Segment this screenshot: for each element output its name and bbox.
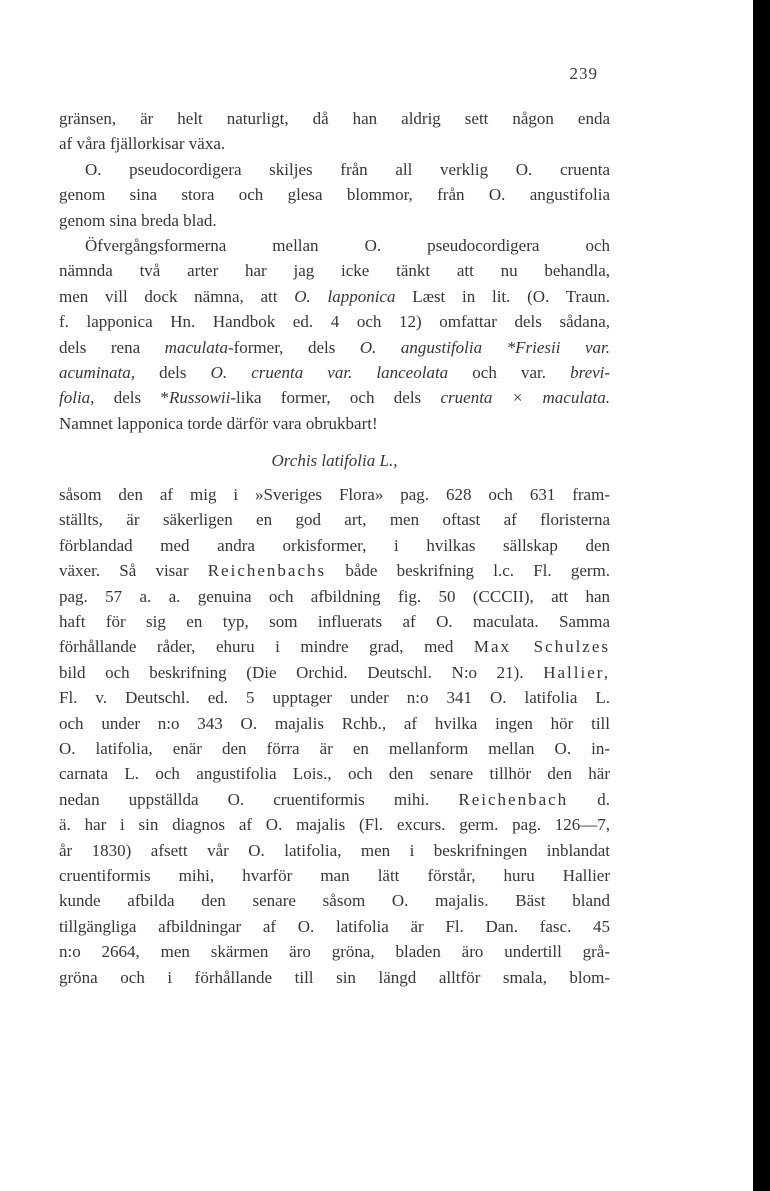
text-line: år 1830) afsett vår O. latifolia, men i beskrifningen inblandat [59,840,610,860]
text-line: folia, dels *Russowii-lika former, och dels cruenta × maculata. [59,388,610,408]
text-line: n:o 2664, men skärmen äro gröna, bladen äro undertill grå- [59,942,610,962]
text-line: kunde afbilda den senare såsom O. majalis. Bäst bland [59,891,610,911]
text-line: ställts, är säkerligen en god art, men oftast af floristerna [59,510,610,530]
text-line: cruentiformis mihi, hvarför man lätt förstår, huru Hallier [59,865,610,885]
text-line: men vill dock nämna, att O. lapponica Læst in lit. (O. Traun. [59,286,610,306]
text-line: f. lapponica Hn. Handbok ed. 4 och 12) omfattar dels sådana, [59,312,610,332]
text-line: af våra fjällorkisar växa. [59,134,226,154]
text-line: förhållande råder, ehuru i mindre grad, med Max Schulzes [59,637,610,657]
text-line: nämnda två arter har jag icke tänkt att nu behandla, [59,261,610,281]
page-number: 239 [569,64,598,83]
text-line: carnata L. och angustifolia Lois., och den senare tillhör den här [59,764,610,784]
text-line: ä. har i sin diagnos af O. majalis (Fl. excurs. germ. pag. 126—7, [59,815,610,835]
text-line: acuminata, dels O. cruenta var. lanceolata och var. brevi- [59,362,610,382]
text-line: förblandad med andra orkisformer, i hvilkas sällskap den [59,535,610,555]
text-line: växer. Så visar Reichenbachs både beskrifning l.c. Fl. germ. [59,561,610,581]
scan-border [753,0,770,1191]
text-line: nedan uppställda O. cruentiformis mihi. Reichenbach d. [59,789,610,809]
body-text [59,106,610,990]
section-heading: Orchis latifolia L., [271,451,398,471]
text-line: gränsen, är helt naturligt, då han aldrig sett någon enda [59,109,610,128]
text-line: pag. 57 a. a. genuina och afbildning fig. 50 (CCCII), att han [59,586,610,606]
text-line: såsom den af mig i »Sveriges Flora» pag. 628 och 631 fram- [59,485,610,505]
text-line: dels rena maculata-former, dels O. angustifolia *Friesii var. [59,337,610,357]
text-line: Öfvergångsformerna mellan O. pseudocordigera och [85,235,610,255]
text-line: tillgängliga afbildningar af O. latifolia är Fl. Dan. fasc. 45 [59,916,610,936]
text-line: Fl. v. Deutschl. ed. 5 upptager under n:o 341 O. latifolia L. [59,688,610,708]
text-line: haft för sig en typ, som influerats af O. maculata. Samma [59,612,610,632]
text-line: O. pseudocordigera skiljes från all verklig O. cruenta [85,159,610,179]
text-line: bild och beskrifning (Die Orchid. Deutschl. N:o 21). Hallier, [59,662,610,682]
text-line: O. latifolia, enär den förra är en mellanform mellan O. in- [59,738,610,758]
text-line: och under n:o 343 O. majalis Rchb., af hvilka ingen hör till [59,713,610,733]
text-line: genom sina stora och glesa blommor, från O. angustifolia [59,185,610,205]
text-line: Namnet lapponica torde därför vara obrukbart! [59,413,378,433]
text-line: genom sina breda blad. [59,210,217,230]
text-line: gröna och i förhållande till sin längd alltför smala, blom- [59,967,610,987]
